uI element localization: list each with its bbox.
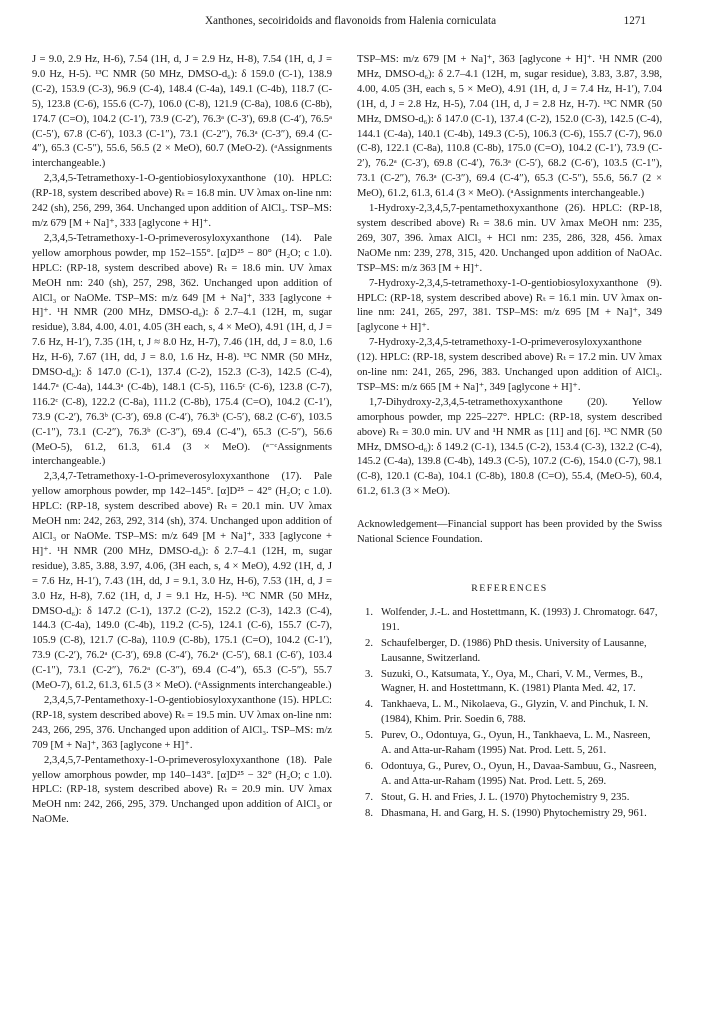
paragraph: 1-Hydroxy-2,3,4,5,7-pentamethoxyxanthone (26). HPLC: (RP-18, system described above) Rₜ = 38.6 min. UV λmax MeOH nm: 235, 269, 307, 396. λmax AlCl₃ + HCl nm: 235, 286, 328, 456. λmax NaOMe nm: 239, 278, 315, 420. Unchanged upon addition of NaOAc. TSP–MS: m/z 363 [M + H]⁺. (357, 203, 662, 274)
reference-text: Purev, O., Odontuya, G., Oyun, H., Tankhaeva, L. M., Nasreen, A. and Atta-ur-Raham (1995) Nat. Prod. Lett. 5, 261. (381, 730, 651, 757)
acknowledgement: Acknowledgement—Financial support has been provided by the Swiss National Science Foundation. (357, 519, 662, 546)
paragraph: 2,3,4,5-Tetramethoxy-1-O-primeverosyloxyxanthone (14). Pale yellow amorphous powder, mp 152–155°. [α]D²⁵ − 80° (H₂O; c 1.0). HPLC: (RP-18, system described above) Rₜ = 18.6 min. UV λmax MeOH nm: 240 (sh), 257, 298, 362. Unchanged upon addition of AlCl₃ or NaOMe. TSP–MS: m/z 649 [M + Na]⁺, 333 [aglycone + H]⁺. ¹H NMR (200 MHz, DMSO-d₆): δ 2.7–4.1 (12H, m, sugar residue), 3.84, 4.00, 4.01, 4.05 (3H each, s, 4 × MeO), 4.91 (1H, d, J = 7.6 Hz, H-1′), 7.35 (1H, t, J ≈ 8.0 Hz, H-7), 7.46 (1H, dd, J = 8.0, 1.6 Hz, H-6), 7.67 (1H, dd, J = 8.0, 1.6 Hz, H-8). ¹³C NMR (50 MHz, DMSO-d₆): δ 147.0 (C-1), 137.4 (C-2), 152.3 (C-3), 142.5 (C-4), 144.7ᵃ (C-4a), 144.3ᵃ (C-4b), 148.1 (C-5), 116.5ᶜ (C-6), 123.8 (C-7), 116.2ᶜ (C-8), 122.2 (C-8a), 111.2 (C-8b), 175.4 (C=O), 104.2 (C-1′), 73.9 (C-2′), 76.3ᵇ (C-3′), 69.8 (C-4′), 76.3ᵇ (C-5′), 68.2 (C-6′), 103.5 (C-1″), 73.1 (C-2″), 76.3ᵇ (C-3″), 69.4 (C-4″), 65.3 (C-5″), 56.6 (MeO-5), 61.2, 61.3, 61.4 (3 × MeO). (ᵃ⁻ᶜAssignments interchangeable.) (32, 232, 332, 468)
reference-item (357, 729, 662, 759)
reference-text: Wolfender, J.-L. and Hostettmann, K. (1993) J. Chromatogr. 647, 191. (381, 606, 658, 633)
reference-text: Stout, G. H. and Fries, J. L. (1970) Phytochemistry 9, 235. (381, 791, 630, 803)
reference-text: Odontuya, G., Purev, O., Oyun, H., Davaa-Sambuu, G., Nasreen, A. and Atta-ur-Raham (1995) Nat. Prod. Lett. 5, 269. (381, 760, 657, 787)
reference-item (357, 698, 662, 728)
paragraph: 2,3,4,5-Tetramethoxy-1-O-gentiobiosyloxyxanthone (10). HPLC: (RP-18, system described above) Rₜ = 16.8 min. UV λmax on-line nm: 242 (sh), 256, 299, 364. Unchanged upon addition of AlCl₃. TSP–MS: m/z 679 [M + Na]⁺, 333 [aglycone + H]⁺. (32, 173, 332, 229)
reference-number: 6. (365, 760, 373, 772)
paragraph: 2,3,4,5,7-Pentamethoxy-1-O-gentiobiosyloxyxanthone (15). HPLC: (RP-18, system described above) Rₜ = 19.5 min. UV λmax on-line nm: 243, 266, 295, 376. Unchanged upon addition of AlCl₃. TSP–MS: m/z 709 [M + Na]⁺, 363 [aglycone + H]⁺. (32, 694, 332, 751)
reference-number: 8. (365, 807, 373, 819)
reference-number: 7. (365, 791, 373, 803)
paragraph: J = 9.0, 2.9 Hz, H-6), 7.54 (1H, d, J = 2.9 Hz, H-8), 7.54 (1H, d, J = 9.0 Hz, H-5). ¹³C NMR (50 MHz, DMSO-d₆): δ 159.0 (C-1), 138.9 (C-2), 153.9 (C-3), 96.9 (C-4), 148.4 (C-4a), 149.1 (C-4b), 118.7 (C-5), 123.8 (C-6), 155.6 (C-7), 106.0 (C-8), 121.9 (C-8a), 108.6 (C-8b), 174.7 (C=O), 104.2 (C-1′), 73.9 (C-2′), 76.3ᵃ (C-3′), 69.8 (C-4′), 76.5ᵃ (C-5′), 67.8 (C-6′), 103.3 (C-1″), 73.1 (C-2″), 76.3ᵃ (C-3″), 69.4 (C-4″), 65.3 (C-5″), 55.6, 56.5 (2 × MeO), 60.7 (MeO-2). (ᵃAssignments interchangeable.) (32, 54, 332, 170)
reference-item (357, 791, 662, 806)
reference-item (357, 668, 662, 698)
reference-item (357, 760, 662, 790)
reference-number: 1. (365, 606, 373, 618)
reference-number: 4. (365, 699, 373, 711)
page-header (0, 0, 701, 40)
paragraph: 2,3,4,5,7-Pentamethoxy-1-O-primeverosyloxyxanthone (18). Pale yellow amorphous powder, mp 140–143°. [α]D²⁵ − 32° (H₂O; c 1.0). HPLC: (RP-18, system described above) Rₜ = 20.9 min. UV λmax MeOH nm: 242, 266, 295, 379. Unchanged upon addition of AlCl₃ or NaOMe. (32, 754, 332, 826)
references-title: REFERENCES (471, 583, 548, 594)
reference-number: 2. (365, 637, 373, 649)
paragraph: 7-Hydroxy-2,3,4,5-tetramethoxy-1-O-gentiobiosyloxyxanthone (9). HPLC: (RP-18, system described above) Rₜ = 16.1 min. UV λmax on-line nm: 241, 265, 297, 381. TSP–MS: m/z 695 [M + Na]⁺, 349 [aglycone + H]⁺. (357, 277, 662, 334)
reference-text: Suzuki, O., Katsumata, Y., Oya, M., Chari, V. M., Vermes, B., Wagner, H. and Hostettmann, K. (1981) Planta Med. 42, 17. (381, 668, 643, 695)
reference-text: Tankhaeva, L. M., Nikolaeva, G., Glyzin, V. and Pinchuk, I. N. (1984), Khim. Prir. Soedin 6, 788. (381, 699, 649, 726)
page-number: 1271 (623, 15, 646, 27)
references-list (357, 606, 662, 822)
paragraph: 1,7-Dihydroxy-2,3,4,5-tetramethoxyxanthone (20). Yellow amorphous powder, mp 225–227°. HPLC: (RP-18, system described above) Rₜ = 30.0 min. UV and ¹H NMR as [11] and [6]. ¹³C NMR (50 MHz, DMSO-d₆): δ 149.2 (C-1), 134.5 (C-2), 153.4 (C-3), 132.2 (C-4), 145.2 (C-4a), 139.8 (C-4b), 149.3 (C-5), 107.2 (C-6), 154.0 (C-7), 98.1 (C-8), 120.1 (C-8a), 104.1 (C-8b), 180.8 (C=O), 55.4, (MeO-5), 60.4, 61.2, 61.3 (3 × MeO). (357, 396, 662, 498)
paragraph: 2,3,4,7-Tetramethoxy-1-O-primeverosyloxyxanthone (17). Pale yellow amorphous powder, mp 142–145°. [α]D²⁵ − 42° (H₂O; c 1.0). HPLC: (RP-18, system described above) Rₜ = 20.1 min. UV λmax MeOH nm: 242, 263, 292, 314 (sh), 374. Unchanged upon addition of AlCl₃ or NaOMe. TSP–MS: m/z 649 [M + Na]⁺, 333 [aglycone + H]⁺. ¹H NMR (200 MHz, DMSO-d₆): δ 2.7–4.1 (12H, m, sugar residue), 3.85, 3.88, 3.97, 4.06, (3H each, s, 4 × MeO), 4.92 (1H, d, J = 7.6 Hz, H-1′), 7.43 (1H, dd, J = 9.1, 3.0 Hz, H-6), 7.53 (1H, d, J = 3.0 Hz, H-8), 7.62 (1H, d, J = 9.1 Hz, H-5). ¹³C NMR (50 MHz, DMSO-d₆): δ 147.2 (C-1), 137.2 (C-2), 152.2 (C-3), 142.3 (C-4), 144.3 (C-4a), 149.0 (C-4b), 119.2 (C-5), 124.1 (C-6), 155.7 (C-7), 105.9 (C-8), 121.7 (C-8a), 110.9 (C-8b), 175.1 (C=O), 104.2 (C-1′), 73.9 (C-2′), 76.2ᵃ (C-3′), 69.8 (C-4′), 76.2ᵃ (C-5′), 68.1 (C-6′), 103.4 (C-1″), 73.1 (C-2″), 76.2ᵃ (C-3″), 69.4 (C-4″), 65.3 (C-5″), 55.7 (MeO-7), 61.2, 61.3, 61.5 (3 × MeO). (ᵃAssignments interchangeable.) (32, 471, 332, 692)
reference-text: Dhasmana, H. and Garg, H. S. (1990) Phytochemistry 29, 961. (381, 807, 647, 819)
reference-item (357, 637, 662, 667)
running-head: Xanthones, secoiridoids and flavonoids from Halenia corniculata (204, 15, 497, 27)
left-column (32, 53, 332, 828)
paragraph: 7-Hydroxy-2,3,4,5-tetramethoxy-1-O-primeverosyloxyxanthone (12). HPLC: (RP-18, system described above) Rₜ = 17.2 min. UV λmax on-line nm: 241, 265, 296, 383. Unchanged upon addition of AlCl₃. TSP–MS: m/z 665 [M + Na]⁺, 349 [aglycone + H]⁺. (357, 337, 662, 393)
paragraph: TSP–MS: m/z 679 [M + Na]⁺, 363 [aglycone + H]⁺. ¹H NMR (200 MHz, DMSO-d₆): δ 2.7–4.1 (12H, m, sugar residue), 3.83, 3.87, 3.98, 4.00, 4.05 (3H, each s, 5 × MeO), 4.91 (1H, d, J = 7.4 Hz, H-1′), 7.04 (1H, d, J = 2.8 Hz, H-5), 7.04 (1H, d, J = 2.8 Hz, H-7). ¹³C NMR (50 MHz, DMSO-d₆): δ 147.0 (C-1), 137.4 (C-2), 152.0 (C-3), 142.5 (C-4), 144.1 (C-4a), 140.1 (C-4b), 149.3 (C-5), 106.3 (C-6), 155.7 (C-7), 96.0 (C-8), 122.1 (C-8a), 110.8 (C-8b), 175.0 (C=O), 104.2 (C-1′), 73.9 (C-2′), 76.2ᵃ (C-3′), 69.8 (C-4′), 76.3ᵃ (C-5′), 68.2 (C-6′), 103.5 (C-1″), 73.1 (C-2″), 76.3ᵃ (C-3″), 69.4 (C-4″), 65.3 (C-5″), 55.6, 56.7 (2 × MeO), 61.2, 61.3, 61.4 (3 × MeO). (ᵃAssignments interchangeable.) (357, 54, 662, 200)
reference-number: 5. (365, 730, 373, 742)
reference-item (357, 807, 662, 822)
reference-number: 3. (365, 668, 373, 680)
reference-text: Schaufelberger, D. (1986) PhD thesis. University of Lausanne, Lausanne, Switzerland. (381, 637, 647, 664)
right-column (357, 53, 662, 823)
reference-item (357, 606, 662, 636)
